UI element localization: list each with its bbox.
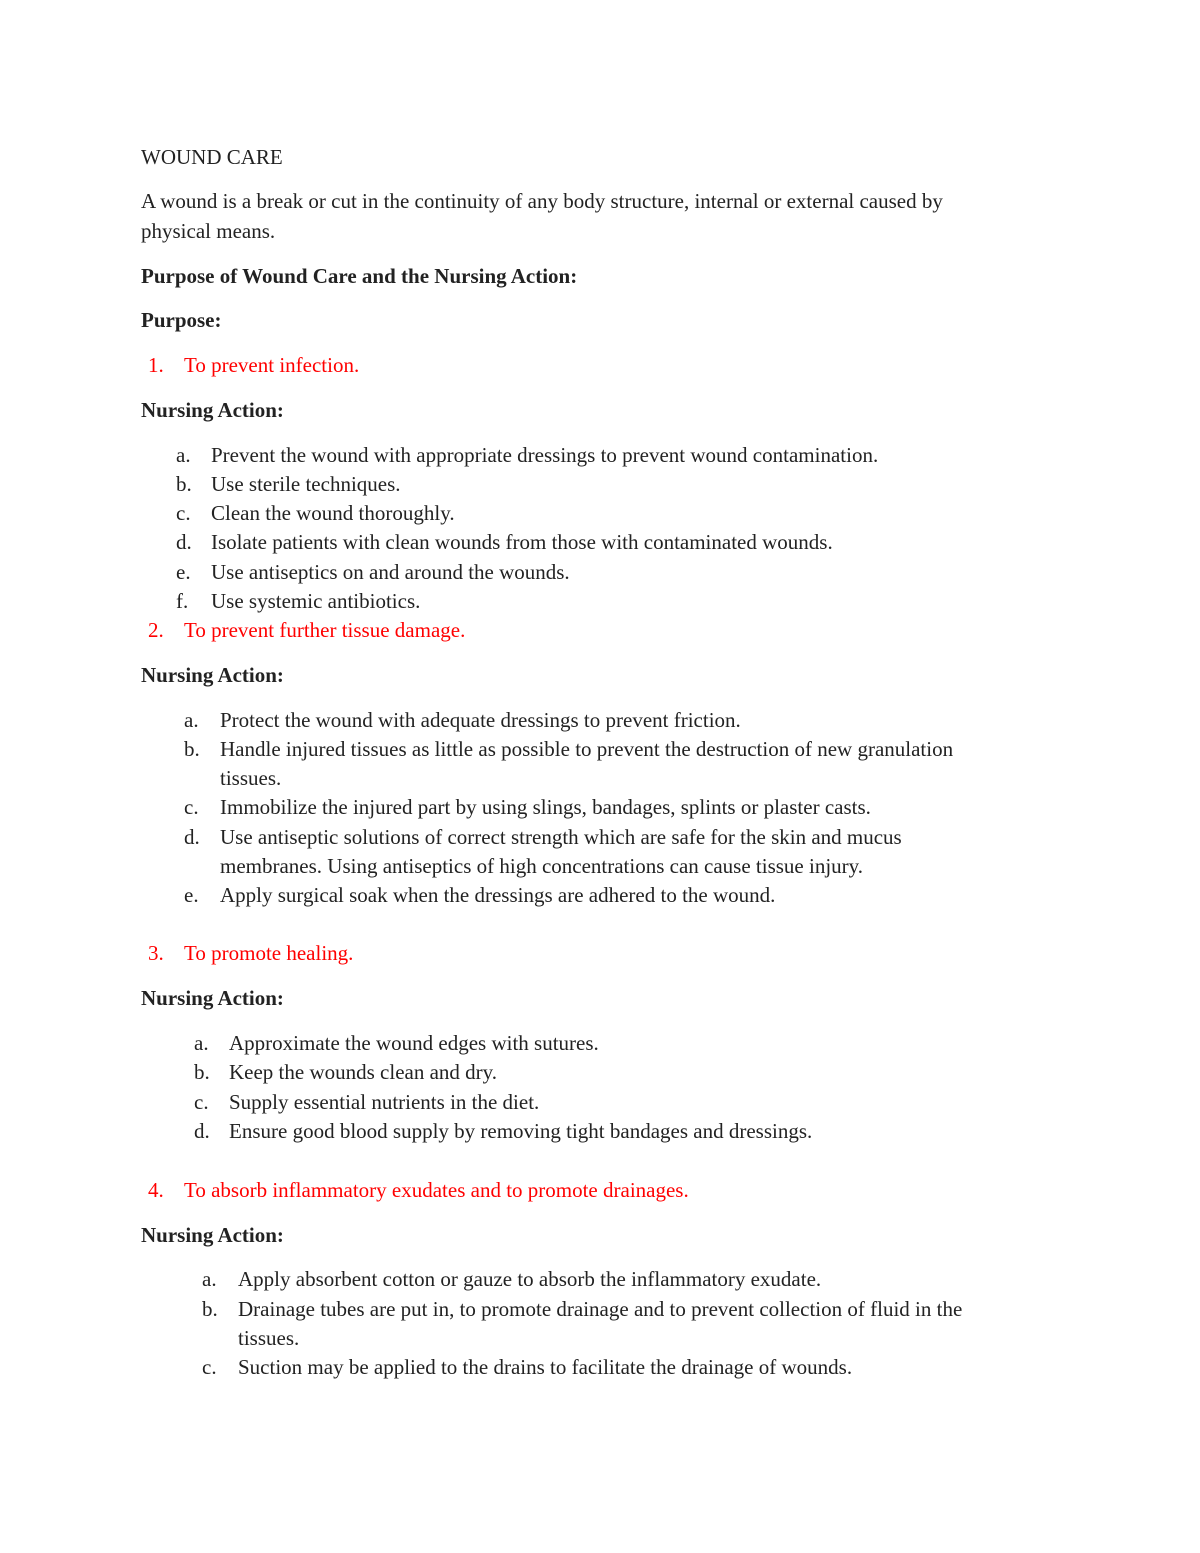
purpose-text: To prevent further tissue damage. — [184, 618, 466, 642]
purpose-number: 3. — [148, 941, 164, 965]
document-title: WOUND CARE — [141, 145, 283, 169]
list-item-text: Prevent the wound with appropriate dressings to prevent wound contamination. — [211, 443, 879, 467]
nursing-action-label: Nursing Action: — [141, 1223, 284, 1247]
list-marker: a. — [176, 443, 191, 467]
list-item-text: Isolate patients with clean wounds from those with contaminated wounds. — [211, 530, 833, 554]
purpose-text: To absorb inflammatory exudates and to promote drainages. — [184, 1178, 689, 1202]
definition-text-line-1: A wound is a break or cut in the continuity of any body structure, internal or external caused by — [141, 189, 943, 213]
list-marker: a. — [202, 1267, 217, 1291]
nursing-action-label: Nursing Action: — [141, 663, 284, 687]
list-item-text: Apply absorbent cotton or gauze to absorb the inflammatory exudate. — [238, 1267, 822, 1291]
list-marker: c. — [202, 1355, 217, 1379]
purpose-label: Purpose: — [141, 308, 222, 332]
list-item-text: Suction may be applied to the drains to facilitate the drainage of wounds. — [238, 1355, 853, 1379]
list-item-text: Keep the wounds clean and dry. — [229, 1060, 498, 1084]
list-item-text: Use systemic antibiotics. — [211, 589, 421, 613]
list-item-text: Drainage tubes are put in, to promote drainage and to prevent collection of fluid in the — [238, 1297, 963, 1321]
list-marker: b. — [176, 472, 192, 496]
list-marker: f. — [176, 589, 189, 613]
list-marker: c. — [176, 501, 191, 525]
list-item-text: Use sterile techniques. — [211, 472, 401, 496]
list-marker: b. — [202, 1297, 218, 1321]
list-marker: d. — [176, 530, 192, 554]
purpose-text: To promote healing. — [184, 941, 354, 965]
purpose-number: 2. — [148, 618, 164, 642]
definition-text-line-2: physical means. — [141, 219, 276, 243]
list-marker: d. — [194, 1119, 210, 1143]
list-item-text-continued: tissues. — [220, 766, 282, 790]
list-item-text-continued: tissues. — [238, 1326, 300, 1350]
purpose-text: To prevent infection. — [184, 353, 360, 377]
list-item-text-continued: membranes. Using antiseptics of high concentrations can cause tissue injury. — [220, 854, 864, 878]
list-item-text: Protect the wound with adequate dressings to prevent friction. — [220, 708, 741, 732]
list-item-text: Ensure good blood supply by removing tight bandages and dressings. — [229, 1119, 813, 1143]
list-marker: a. — [194, 1031, 209, 1055]
list-item-text: Immobilize the injured part by using slings, bandages, splints or plaster casts. — [220, 795, 871, 819]
list-item-text: Handle injured tissues as little as possible to prevent the destruction of new granulation — [220, 737, 954, 761]
list-marker: e. — [176, 560, 191, 584]
list-marker: b. — [184, 737, 200, 761]
list-marker: c. — [194, 1090, 209, 1114]
list-marker: c. — [184, 795, 199, 819]
nursing-action-label: Nursing Action: — [141, 986, 284, 1010]
list-marker: e. — [184, 883, 199, 907]
nursing-action-label: Nursing Action: — [141, 398, 284, 422]
list-marker: a. — [184, 708, 199, 732]
list-marker: d. — [184, 825, 200, 849]
list-item-text: Approximate the wound edges with sutures. — [229, 1031, 599, 1055]
list-item-text: Use antiseptic solutions of correct strength which are safe for the skin and mucus — [220, 825, 902, 849]
list-item-text: Apply surgical soak when the dressings are adhered to the wound. — [220, 883, 776, 907]
purpose-heading: Purpose of Wound Care and the Nursing Action: — [141, 264, 578, 288]
list-item-text: Supply essential nutrients in the diet. — [229, 1090, 540, 1114]
list-marker: b. — [194, 1060, 210, 1084]
list-item-text: Use antiseptics on and around the wounds. — [211, 560, 570, 584]
purpose-number: 1. — [148, 353, 164, 377]
purpose-number: 4. — [148, 1178, 164, 1202]
list-item-text: Clean the wound thoroughly. — [211, 501, 455, 525]
